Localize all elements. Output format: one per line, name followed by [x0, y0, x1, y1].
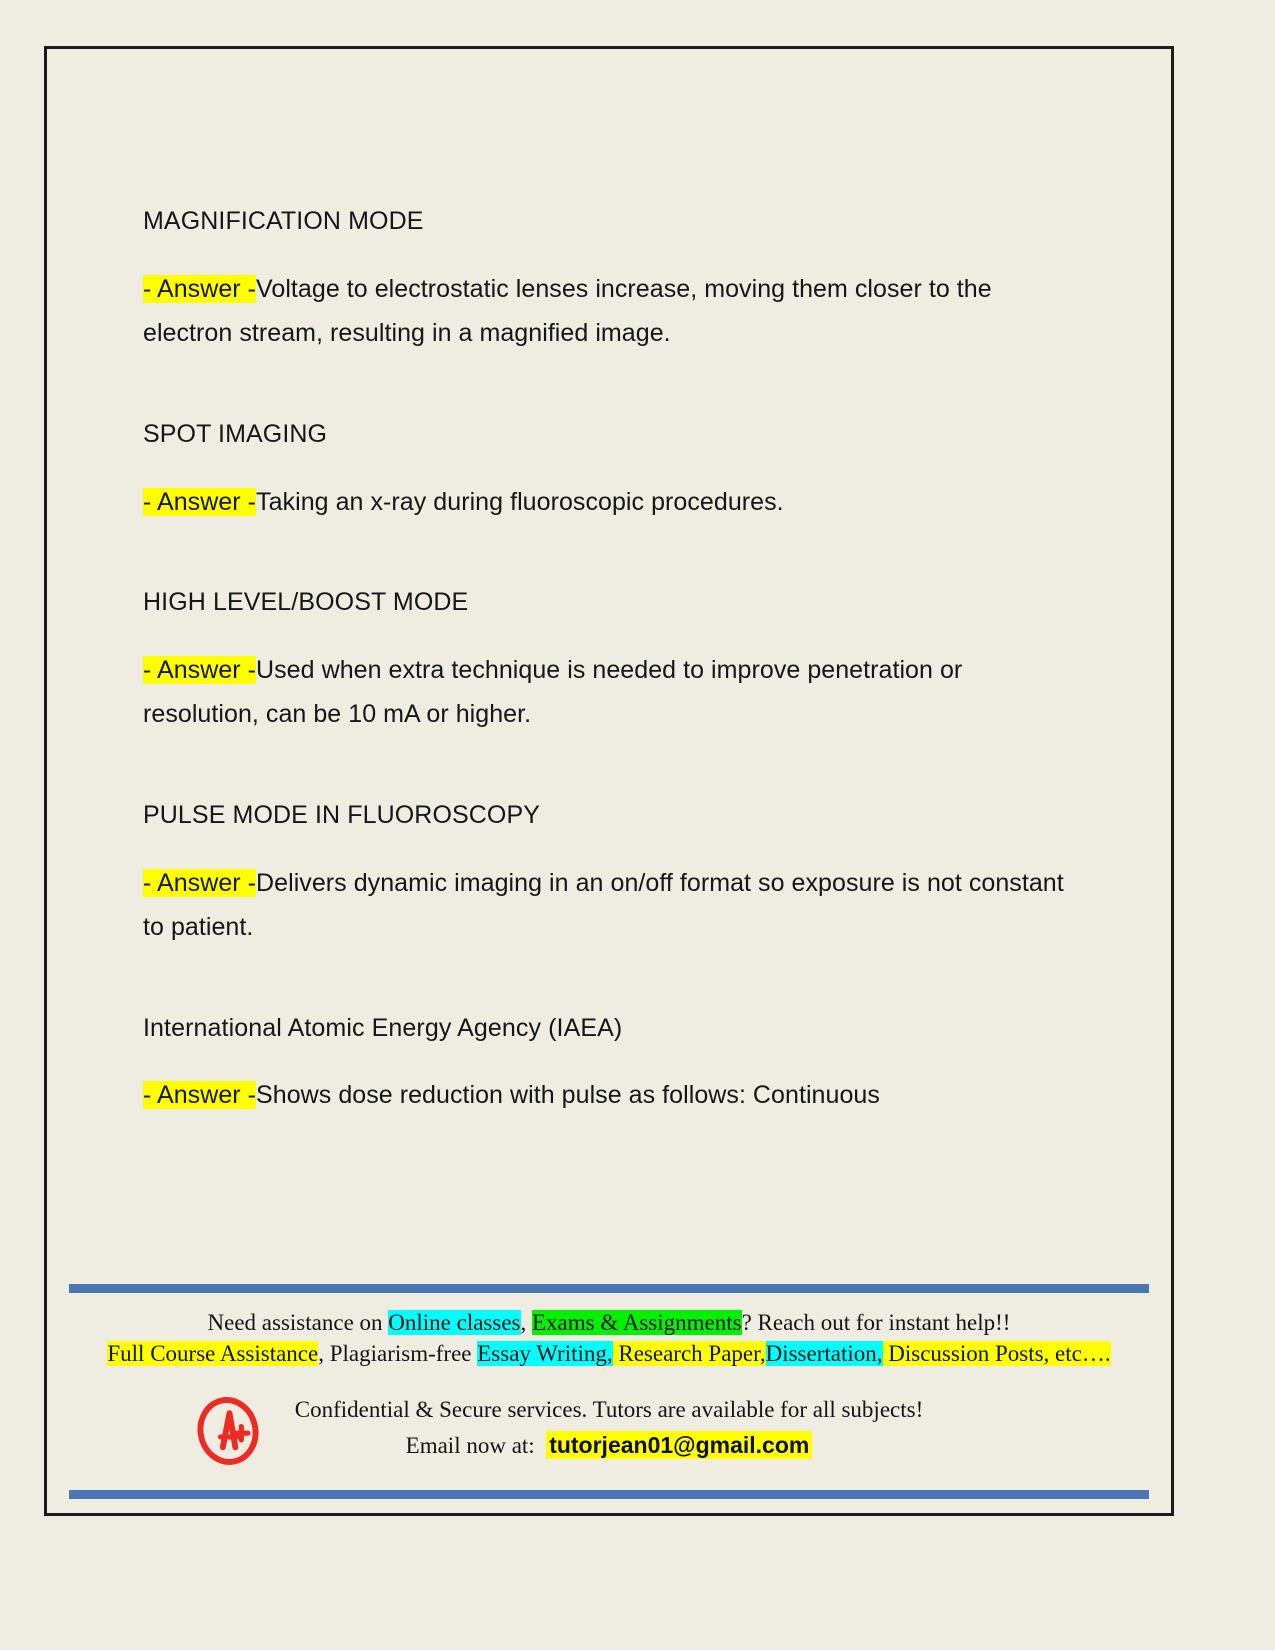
- answer-text: Shows dose reduction with pulse as follows: Continuous: [256, 1081, 880, 1110]
- answer-prefix-highlight: - Answer -: [143, 274, 257, 303]
- promotional-footer: [69, 1284, 1149, 1499]
- answer-line: [143, 1073, 1073, 1118]
- answer-prefix-highlight: - Answer -: [143, 868, 257, 897]
- answer-prefix-highlight: - Answer -: [143, 487, 257, 516]
- answer-line: [143, 267, 1073, 356]
- service-full-course-assistance: Full Course Assistance: [107, 1341, 319, 1367]
- document-page: [44, 46, 1174, 1516]
- promo-headline-part3: ? Reach out for instant help!!: [741, 1309, 1011, 1335]
- answer-prefix-highlight: - Answer -: [143, 1081, 257, 1110]
- a-plus-grade-icon: [191, 1394, 265, 1468]
- answer-line: [143, 648, 1073, 737]
- qa-block: [143, 799, 1073, 950]
- service-essay-writing: Essay Writing,: [477, 1341, 613, 1367]
- answer-line: [143, 480, 1073, 525]
- promo-confidential-text: Confidential & Secure services. Tutors are available for all subjects!: [294, 1397, 924, 1422]
- service-research-paper: Research Paper,: [612, 1341, 766, 1367]
- email-address-link[interactable]: tutorjean01@gmail.com: [546, 1431, 812, 1459]
- footer-divider-bottom: [69, 1490, 1149, 1499]
- term-heading: PULSE MODE IN FLUOROSCOPY: [143, 800, 541, 829]
- qa-block: [143, 205, 1073, 356]
- qa-block: [143, 586, 1073, 737]
- term-heading: International Atomic Energy Agency (IAEA): [143, 1013, 623, 1042]
- promo-exams-assignments-highlight: Exams & Assignments: [532, 1309, 742, 1335]
- service-plagiarism-free: , Plagiarism-free: [318, 1341, 478, 1367]
- term-heading: SPOT IMAGING: [143, 419, 328, 448]
- email-label: Email now at:: [405, 1432, 535, 1458]
- qa-block: [143, 1012, 1073, 1118]
- service-dissertation: Dissertation,: [765, 1341, 883, 1367]
- promo-services-list: [69, 1338, 1149, 1370]
- promo-headline-part1: Need assistance on: [207, 1309, 389, 1335]
- answer-text: Voltage to electrostatic lenses increase, moving them closer to the electron stream, resulting in a magnified image.: [143, 274, 992, 348]
- answer-line: [143, 861, 1073, 950]
- promo-headline: [69, 1307, 1149, 1339]
- qa-block: [143, 418, 1073, 524]
- promo-online-classes-highlight: Online classes: [388, 1309, 521, 1335]
- answer-text: Used when extra technique is needed to improve penetration or resolution, can be 10 mA or higher.: [143, 655, 963, 729]
- study-notes-body: [143, 205, 1073, 1118]
- term-heading: MAGNIFICATION MODE: [143, 207, 424, 235]
- promo-headline-part2: ,: [520, 1309, 532, 1335]
- service-discussion-posts: Discussion Posts, etc….: [882, 1341, 1111, 1367]
- answer-text: Taking an x-ray during fluoroscopic procedures.: [256, 487, 784, 516]
- answer-text: Delivers dynamic imaging in an on/off format so exposure is not constant to patient.: [143, 868, 1064, 941]
- footer-divider-top: [69, 1284, 1149, 1293]
- promo-contact-row: [69, 1388, 1149, 1474]
- term-heading: HIGH LEVEL/BOOST MODE: [143, 588, 469, 616]
- answer-prefix-highlight: - Answer -: [143, 655, 257, 684]
